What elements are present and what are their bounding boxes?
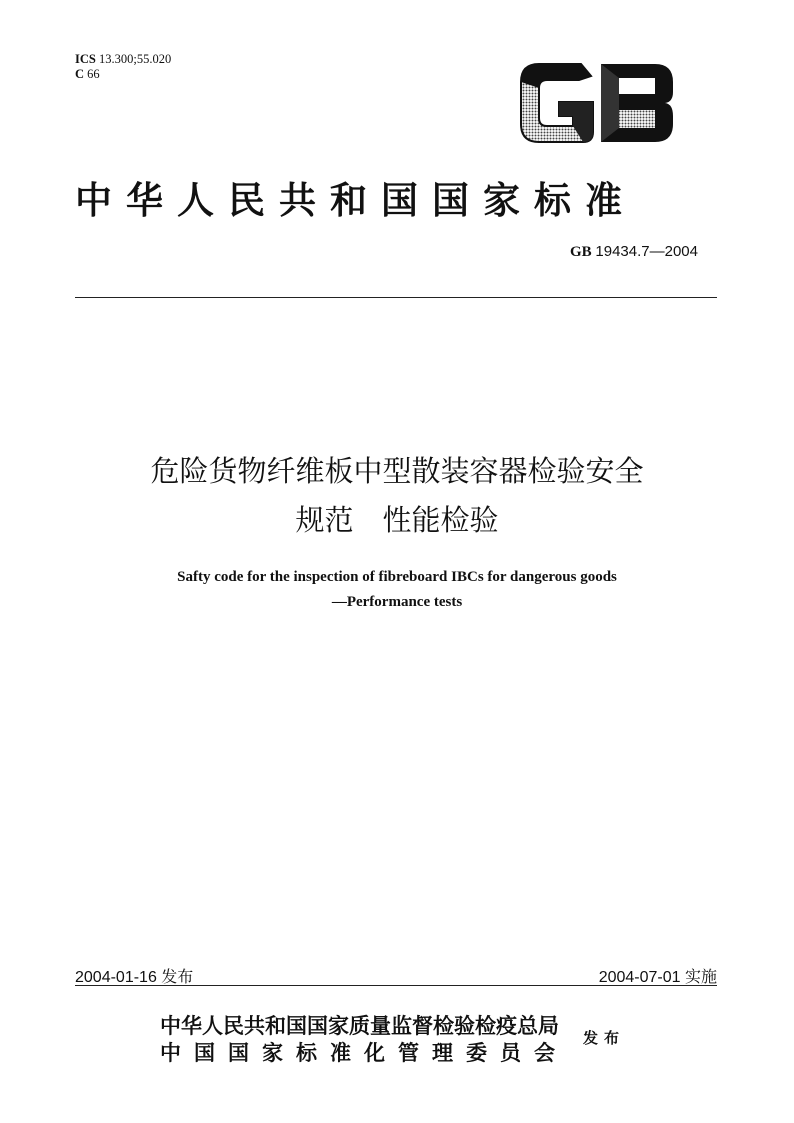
gb-logo-icon (519, 62, 675, 144)
title-en-line1: Safty code for the inspection of fibreboard IBCs for dangerous goods (177, 569, 617, 585)
ccs-code: C 66 (75, 67, 100, 81)
publish-action: 发布 (583, 1029, 626, 1047)
title-en-line2: —Performance tests (331, 594, 463, 610)
implementation-date: 2004-07-01 实施 (598, 969, 717, 986)
standard-code: 19434.7—2004 (595, 243, 698, 260)
title-cn-line2: 规范 性能检验 (295, 503, 499, 537)
classification-codes (75, 52, 171, 82)
footer-divider (75, 985, 717, 986)
standard-number (540, 243, 698, 261)
ics-code: ICS 13.300;55.020 (75, 52, 172, 66)
standard-prefix: GB (569, 244, 592, 260)
title-cn-line1: 危险货物纤维板中型散装容器检验安全 (150, 454, 644, 488)
publisher-line1: 中华人民共和国国家质量监督检验检疫总局 (160, 1013, 559, 1038)
national-standard-heading: 中华人民共和国国家标准 (75, 178, 636, 222)
issue-date: 2004-01-16 发布 (75, 969, 194, 986)
publisher-line2: 中国国家标准化管理委员会 (160, 1040, 568, 1065)
header-divider (75, 297, 717, 298)
